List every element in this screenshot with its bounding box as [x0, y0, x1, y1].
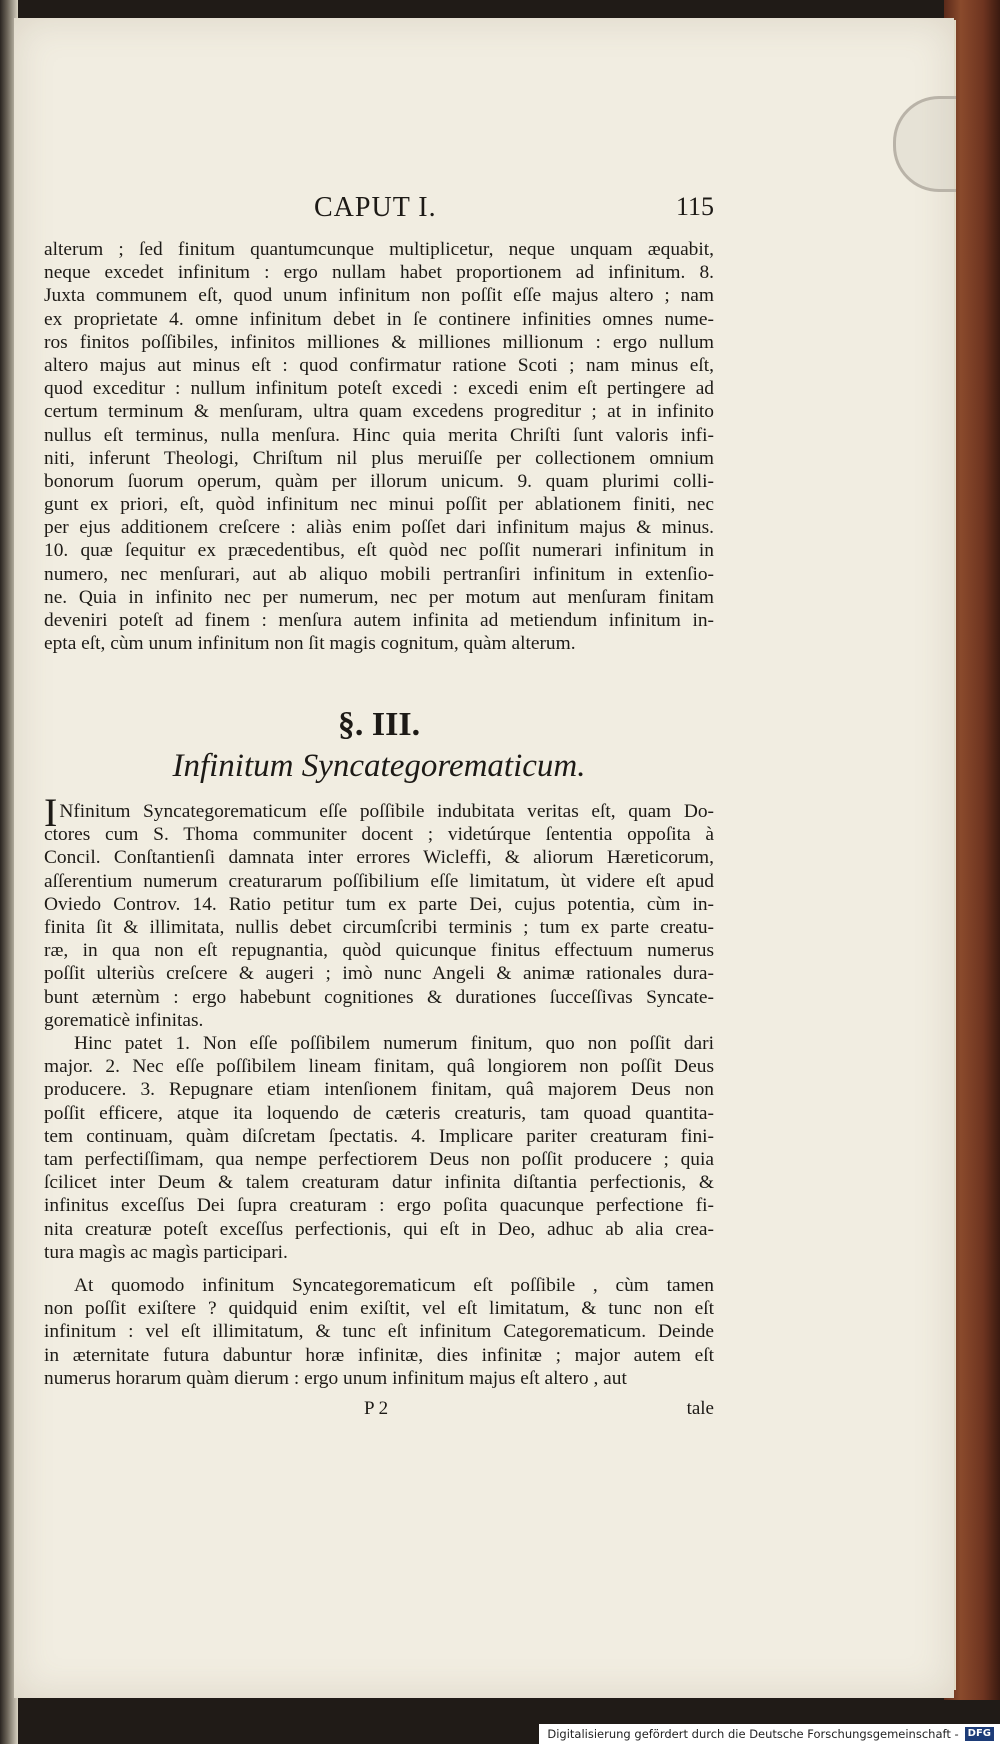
page-footer: [44, 1398, 714, 1422]
text-line: finita ſit & illimitata, nullis debet circumſcribi terminis ; tum ex parte creatu-: [44, 916, 714, 938]
text-line: numero, nec menſurari, aut ab aliquo mobili pertranſiri infinitum in extenſio-: [44, 563, 714, 585]
text-line: major. 2. Nec eſſe poſſibilem lineam finitam, quâ longiorem non poſſit Deus: [44, 1056, 714, 1078]
text-line: tem continuam, quàm diſcretam ſpectatis. 4. Implicare pariter creaturam fini-: [44, 1125, 714, 1147]
text-line: gunt ex priori, eſt, quòd infinitum nec minui poſſit per ablationem finiti, nec: [44, 494, 714, 516]
text-line: Oviedo Controv. 14. Ratio petitur tum ex parte Dei, cujus potentia, cùm in-: [44, 893, 714, 915]
paragraph-1: [44, 238, 714, 655]
paragraph-2: [44, 790, 714, 1032]
text-line: At quomodo infinitum Syncategorematicum eſt poſſibile , cùm tamen: [74, 1275, 714, 1296]
signature-mark: P 2: [364, 1398, 389, 1419]
text-line: ex proprietate 4. omne infinitum debet in ſe continere infinities omnes nume-: [44, 308, 714, 330]
text-line: bonorum ſuorum operum, quàm per illorum unicum. 9. quam plurimi colli-: [44, 470, 714, 492]
text-line: non poſſit exiſtere ? quidquid enim exiſtit, vel eſt limitatum, & tunc non eſt: [44, 1298, 714, 1320]
text-line: epta eſt, cùm unum infinitum non ſit magis cognitum, quàm alterum.: [44, 633, 576, 655]
text-line: altero majus aut minus eſt : quod confirmatur ratione Scoti ; nam minus eſt,: [44, 354, 714, 376]
text-line: ne. Quia in infinito nec per numerum, nec per motum aut menſuram finitam: [44, 586, 714, 608]
chapter-title: CAPUT I.: [314, 192, 437, 223]
text-line: poſſit ulteriùs creſcere & augeri ; imò nunc Angeli & animæ rationales dura-: [44, 963, 714, 985]
catchword: tale: [686, 1398, 714, 1419]
paragraph-2-text: [44, 790, 714, 1032]
text-line: deveniri poteſt ad finem : menſura autem infinita ad metiendum infinitum in-: [44, 610, 714, 631]
text-line: gorematicè infinitas.: [44, 1009, 204, 1031]
text-line: alterum ; ſed finitum quantumcunque multiplicetur, neque unquam æquabit,: [44, 239, 714, 260]
text-line: Hinc patet 1. Non eſſe poſſibilem numerum finitum, quo non poſſit dari: [74, 1033, 714, 1054]
dfg-logo: DFG: [965, 1727, 994, 1741]
text-line: ctores cum S. Thoma communiter docent ; videtúrque ſententia oppoſita à: [44, 824, 714, 846]
text-line: ræ, in qua non eſt repugnantia, quòd quicunque finitus effectuum numerus: [44, 940, 714, 962]
section-heading: §. III.: [337, 706, 421, 743]
text-line: infinitus exceſſus Dei ſupra creaturam : ergo poſita quacunque perfectione fi-: [44, 1195, 714, 1217]
text-line: Juxta communem eſt, quod unum infinitum non poſſit eſſe majus altero ; nam: [44, 285, 714, 307]
text-line: aſſerentium numerum creaturarum poſſibilium eſſe limitatum, ùt videre eſt apud: [44, 870, 714, 892]
paragraph-1-text: [44, 238, 714, 655]
section-title: Infinitum Syncategorematicum.: [172, 748, 586, 784]
text-line: neque excedet infinitum : ergo nullam habet proportionem ad infinitum. 8.: [44, 262, 714, 284]
text-line: tura magìs ac magìs participari.: [44, 1241, 288, 1263]
text-line: nullus eſt terminus, nulla menſura. Hinc quia merita Chriſti ſunt valoris infi-: [44, 424, 714, 446]
text-line: Concil. Conſtantienſi damnata inter errores Wicleffi, & aliorum Hæreticorum,: [44, 847, 714, 869]
text-line: quod exceditur : nullum infinitum poteſt excedi : excedi enim eſt pertingere ad: [44, 378, 714, 400]
text-line: nita creaturæ poteſt exceſſus perfectionis, qui eſt in Deo, adhuc ab alia crea-: [44, 1218, 714, 1240]
text-line: 10. quæ ſequitur ex præcedentibus, eſt quòd nec poſſit numerari infinitum in: [44, 540, 714, 562]
text-line: producere. 3. Repugnare etiam intenſionem finitam, quâ majorem Deus non: [44, 1079, 714, 1101]
credit-text: Digitalisierung gefördert durch die Deutsche Forschungsgemeinschaft -: [547, 1727, 959, 1741]
paragraph-3: [44, 1032, 714, 1264]
paragraph-4-text: [44, 1274, 714, 1390]
page-number: 115: [675, 192, 714, 221]
text-line: certum terminum & menſuram, ultra quam excedens progreditur ; at in infinito: [44, 401, 714, 423]
text-line: infinitum : vel eſt illimitatum, & tunc eſt infinitum Categorematicum. Deinde: [44, 1321, 714, 1343]
drop-cap: I: [44, 790, 58, 835]
digitization-credit: [539, 1724, 1000, 1744]
adjacent-page-marks: [0, 860, 14, 1460]
text-line: in æternitate futura dabuntur horæ infinitæ, dies infinitæ ; major autem eſt: [44, 1344, 714, 1366]
text-line: per ejus additionem creſcere : aliàs enim poſſet dari infinitum majus & minus.: [44, 517, 714, 539]
text-line: poſſit efficere, atque ita loquendo de cæteris creaturis, tam quoad quantita-: [44, 1102, 714, 1124]
text-line: I Nfinitum Syncategorematicum eſſe poſſibile indubitata veritas eſt, quam Do-: [44, 790, 714, 835]
text-line: bunt æternùm : ergo habebunt cognitiones & durationes ſucceſſivas Syncate-: [44, 986, 714, 1008]
paragraph-4: [44, 1274, 714, 1390]
running-head: [44, 192, 714, 226]
paragraph-3-text: [44, 1032, 714, 1264]
text-line: niti, inferunt Theologi, Chriſtum nil plus meruiſſe per collectionem omnium: [44, 447, 714, 469]
text-line: numerus horarum quàm dierum : ergo unum infinitum majus eſt altero , aut: [44, 1367, 627, 1389]
text-line: tam perfectiſſimam, qua nempe perfectiorem Deus non poſſit producere ; quia: [44, 1148, 714, 1170]
text-line: ſcilicet inter Deum & talem creaturam datur infinita diſtantia perfectionis, &: [44, 1172, 714, 1194]
text-line: ros finitos poſſibiles, infinitos milliones & milliones millionum : ergo nullum: [44, 331, 714, 353]
